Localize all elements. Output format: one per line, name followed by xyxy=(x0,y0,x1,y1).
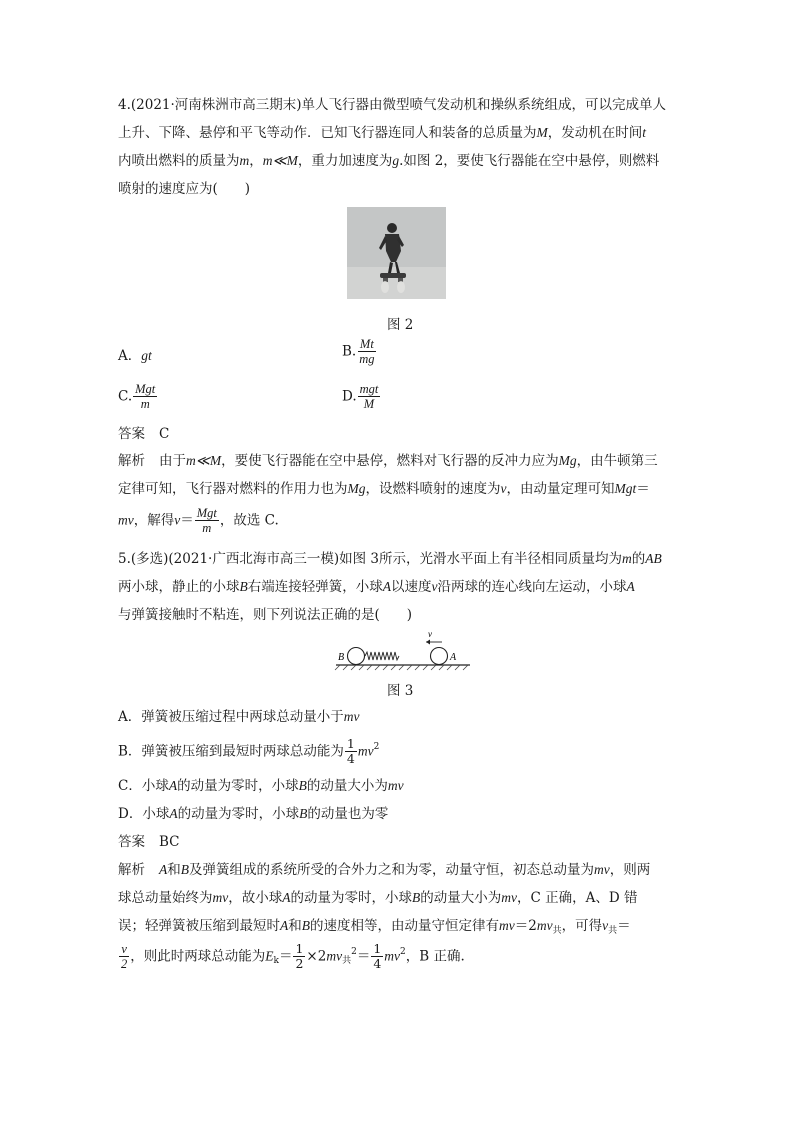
exponent: 2 xyxy=(351,947,357,957)
math: B xyxy=(301,918,310,933)
denominator: 4 xyxy=(373,956,382,971)
text-run: ＝ xyxy=(356,948,371,965)
math: v xyxy=(602,918,609,933)
text-run: 定律可知，飞行器对燃料的作用力也为 xyxy=(118,481,348,497)
subscript: k xyxy=(273,956,279,966)
analysis-label: 解析 xyxy=(118,453,145,469)
q4-option-d xyxy=(342,382,381,411)
text-run: ， xyxy=(249,153,263,169)
text-run: 由于 xyxy=(159,453,186,469)
q5-analysis-line-2 xyxy=(118,888,638,908)
var-t: t xyxy=(642,125,647,140)
math: mv xyxy=(499,918,515,933)
ground-hatching xyxy=(335,665,468,670)
var-m: m xyxy=(239,153,250,168)
math: mv xyxy=(343,709,360,724)
q5-option-a xyxy=(118,707,360,727)
math: v xyxy=(500,481,507,496)
fraction xyxy=(195,506,219,535)
text-run: A．弹簧被压缩过程中两球总动量小于 xyxy=(118,709,344,725)
math: AB xyxy=(645,551,662,566)
math: mv xyxy=(501,890,517,905)
text-run: 沿两球的连心线向左运动，小球 xyxy=(437,579,627,595)
text-run: ＝ xyxy=(180,512,194,529)
math: B xyxy=(412,890,421,905)
text-run: ＝ xyxy=(278,948,293,965)
q5-stem-line-1 xyxy=(118,549,662,569)
math: B xyxy=(299,806,308,821)
q5-stem-line-2 xyxy=(118,577,635,597)
fraction xyxy=(133,382,157,411)
text-run: 的动量为零时，小球 xyxy=(177,806,300,822)
text-run: 的动量大小为 xyxy=(306,778,388,794)
text-run: ，要使飞行器能在空中悬停，燃料对飞行器的反冲力应为 xyxy=(221,453,559,469)
math: A xyxy=(159,862,168,877)
denominator: m xyxy=(140,397,150,411)
text-run: ，解得 xyxy=(133,512,175,529)
q5-option-b xyxy=(118,737,379,766)
text-run: ，由牛顿第三 xyxy=(576,453,658,469)
text-run: C．小球 xyxy=(118,778,169,794)
text-run: 内喷出燃料的质量为 xyxy=(118,153,240,169)
text-run: 的动量大小为 xyxy=(420,890,502,906)
label-b: B xyxy=(338,652,345,663)
text-run: 喷射的速度应为( ) xyxy=(118,181,251,197)
q4-stem-line-4 xyxy=(118,179,250,199)
text-run: 和 xyxy=(167,862,181,878)
q5-stem-line-3 xyxy=(118,605,412,625)
text-run: 的 xyxy=(631,551,646,567)
math: A xyxy=(169,806,178,821)
answer-label: 答案 xyxy=(118,426,145,442)
text-run: 及弹簧组成的系统所受的合外力之和为零，动量守恒，初态总动量为 xyxy=(189,862,594,878)
math: mv xyxy=(357,743,374,759)
figure-2-caption: 图 2 xyxy=(387,317,414,333)
numerator: Mt xyxy=(359,337,374,351)
q4-option-b xyxy=(342,337,378,366)
text-run: ，则此时两球总动能为 xyxy=(130,948,266,965)
text-run: 误；轻弹簧被压缩到最短时 xyxy=(118,918,280,934)
math: mv xyxy=(384,948,401,964)
text-run: ，设燃料喷射的速度为 xyxy=(365,481,501,497)
fraction xyxy=(358,382,381,411)
text-run: 的动量为零时，小球 xyxy=(177,778,299,794)
math: mv xyxy=(118,512,134,528)
math: m xyxy=(621,551,632,566)
q4-analysis-line-1 xyxy=(118,451,658,471)
denominator: 2 xyxy=(121,957,128,971)
text-run: 上升、下降、悬停和平飞等动作．已知飞行器连同人和装备的总质量为 xyxy=(118,125,537,141)
exponent: 2 xyxy=(373,742,380,752)
math: v xyxy=(174,512,181,528)
math: A xyxy=(282,890,291,905)
text-run: ，故小球 xyxy=(228,890,283,906)
text-run: 的动量也为零 xyxy=(307,806,389,822)
numerator: 1 xyxy=(373,941,382,956)
option-label: D. xyxy=(342,388,357,405)
text-run: 球总动量始终为 xyxy=(118,890,213,906)
velocity-arrowhead xyxy=(426,640,430,645)
exponent: 2 xyxy=(400,947,406,957)
text-run: 的动量为零时，小球 xyxy=(290,890,412,906)
subscript: 共 xyxy=(608,926,618,936)
figure-3-caption: 图 3 xyxy=(387,683,414,699)
denominator: m xyxy=(202,521,212,535)
math: B xyxy=(239,579,248,594)
ball-a xyxy=(431,648,448,665)
q4-analysis-line-3 xyxy=(118,506,279,535)
q4-option-c xyxy=(118,382,158,411)
math: A xyxy=(626,579,635,594)
text-run: 右端连接轻弹簧，小球 xyxy=(247,579,383,595)
text-run: 两小球，静止的小球 xyxy=(118,579,240,595)
subscript: 共 xyxy=(342,956,352,966)
q5-option-c xyxy=(118,776,404,796)
text-run: ，C 正确，A、D 错 xyxy=(517,890,638,906)
q4-stem-line-3 xyxy=(118,151,659,171)
var-M: M xyxy=(536,125,548,140)
text-run: ，发动机在时间 xyxy=(547,125,643,141)
q5-analysis-line-1 xyxy=(118,860,650,880)
answer-value: C xyxy=(159,426,170,442)
q4-answer xyxy=(118,424,169,444)
numerator: Mgt xyxy=(196,506,217,520)
text-run: B．弹簧被压缩到最短时两球总动能为 xyxy=(118,743,344,760)
text-run: 和 xyxy=(288,918,302,934)
option-value: gt xyxy=(141,348,152,363)
answer-label: 答案 xyxy=(118,834,145,850)
fraction xyxy=(293,942,305,971)
math: B xyxy=(298,778,307,793)
math: B xyxy=(180,862,189,877)
numerator: mgt xyxy=(359,382,379,396)
math: v xyxy=(431,579,438,594)
answer-value: BC xyxy=(159,834,180,850)
ball-b xyxy=(348,648,365,665)
math: E xyxy=(265,948,274,964)
q5-option-d xyxy=(118,804,388,824)
subscript: 共 xyxy=(552,926,562,936)
q4-option-a xyxy=(118,346,152,366)
option-label: C. xyxy=(118,388,133,405)
math: Mgt xyxy=(614,481,637,496)
text-run: ，可得 xyxy=(561,918,603,934)
text-run: ×2 xyxy=(306,948,327,965)
spring xyxy=(365,652,399,660)
text-run: D．小球 xyxy=(118,806,170,822)
q4-analysis-line-2 xyxy=(118,479,650,499)
math: Mg xyxy=(347,481,366,496)
q4-stem-line-1 xyxy=(118,95,666,115)
text-run: ，由动量定理可知 xyxy=(506,481,615,497)
figure-3-diagram xyxy=(330,628,475,672)
text-run: ＝2 xyxy=(514,918,537,934)
denominator: 2 xyxy=(295,956,304,971)
q5-answer xyxy=(118,832,180,852)
text-run: ，重力加速度为 xyxy=(297,153,393,169)
text-run: 5.(多选)(2021·广西北海市高三一模)如图 3所示，光滑水平面上有半径相同质量均为 xyxy=(118,551,622,567)
text-run: ＝ xyxy=(617,918,631,934)
text-run: ＝ xyxy=(636,481,650,497)
q5-analysis-line-3 xyxy=(118,916,631,941)
numerator: v xyxy=(121,942,127,956)
q5-analysis-line-4 xyxy=(118,942,465,971)
option-label: B. xyxy=(342,343,357,360)
math: mv xyxy=(387,778,404,793)
text-run: 以速度 xyxy=(391,579,432,595)
relation-m-much-less-M: m≪M xyxy=(262,153,298,168)
fraction xyxy=(345,737,357,766)
math: mv xyxy=(326,948,343,964)
text-run: ，故选 C. xyxy=(219,512,279,529)
fraction xyxy=(357,337,376,366)
fraction xyxy=(371,942,383,971)
text-run: ，B 正确. xyxy=(405,948,465,965)
q4-stem-line-2 xyxy=(118,123,646,143)
math: A xyxy=(168,778,178,793)
text-run: .如图 2，要使飞行器能在空中悬停，则燃料 xyxy=(399,153,660,169)
math: Mg xyxy=(558,453,577,468)
q4-stem-text: 4.(2021·河南株洲市高三期末)单人飞行器由微型喷气发动机和操纵系统组成，可以完成单人 xyxy=(118,97,667,113)
fraction xyxy=(119,942,129,971)
denominator: 4 xyxy=(346,751,355,766)
math: mv xyxy=(594,862,610,877)
denominator: mg xyxy=(359,352,375,366)
numerator: 1 xyxy=(346,736,355,751)
math: m≪M xyxy=(186,453,222,468)
text-run: 与弹簧接触时不粘连，则下列说法正确的是( ) xyxy=(118,607,413,623)
math: mv xyxy=(212,890,229,905)
denominator: M xyxy=(363,397,375,411)
label-a: A xyxy=(450,652,457,663)
flyer-illustration xyxy=(347,207,446,299)
text-run: ，则两 xyxy=(609,862,651,878)
math: mv xyxy=(536,918,553,933)
numerator: 1 xyxy=(295,941,304,956)
var-g: g xyxy=(392,153,400,168)
analysis-label: 解析 xyxy=(118,862,145,878)
math: A xyxy=(280,918,289,933)
option-label: A． xyxy=(118,348,142,364)
math: A xyxy=(382,579,391,594)
numerator: Mgt xyxy=(135,382,156,396)
text-run: 的速度相等，由动量守恒定律有 xyxy=(310,918,499,934)
jetpack-flyer-photo xyxy=(347,207,446,299)
label-v: v xyxy=(428,629,432,639)
